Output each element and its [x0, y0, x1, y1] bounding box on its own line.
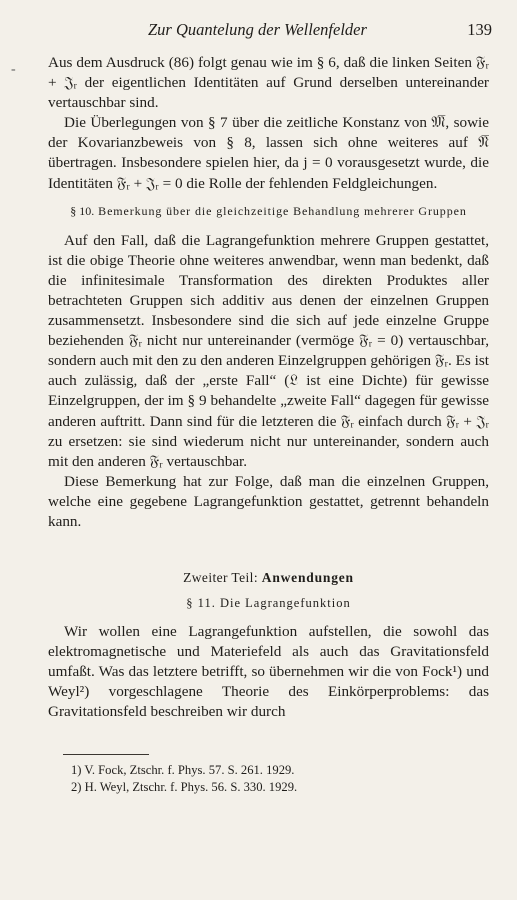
margin-mark: -	[11, 62, 16, 77]
section-11-title: Die Lagrangefunktion	[219, 596, 351, 611]
part-2-label: Zweiter Teil:	[183, 570, 258, 586]
paragraph-1: Aus dem Ausdruck (86) folgt genau wie im § 6, daß die linken Seiten 𝔉ᵣ + 𝔍ᵣ der eigentlichen Identitäten auf Grund derselben untereinander vertauschbar sind.	[48, 54, 489, 112]
part-2-title: Anwendungen	[261, 570, 354, 586]
section-10-paragraph-2: Diese Bemerkung hat zur Folge, daß man die einzelnen Gruppen, welche eine gegebene Lagrangefunktion gestattet, getrennt behandeln kann.	[48, 472, 489, 530]
page-number: 139	[467, 20, 492, 39]
section-10-heading	[48, 203, 489, 219]
footnote-rule	[63, 754, 149, 755]
page-body	[48, 53, 489, 723]
part-2-heading	[48, 570, 489, 586]
section-11-heading	[48, 596, 489, 611]
footnote-2: 2) H. Weyl, Ztschr. f. Phys. 56. S. 330. 1929.	[71, 780, 298, 794]
section-10-paragraph-1: Auf den Fall, daß die Lagrangefunktion mehrere Gruppen gestattet, ist die obige Theorie ohne weiteres anwendbar, wenn man bedenkt, daß die infinitesimale Transformation des direkten Produktes aller betrachteten Gruppen sich additiv aus denen der einzelnen Gruppen zusammensetzt. Insbesondere sind die sich auf jede einzelne Gruppe beziehenden 𝔉ᵣ nicht nur untereinander (vermöge 𝔉ᵣ = 0) vertauschbar, sondern auch mit den zu den anderen Einzelgruppen gehörigen 𝔉ᵣ. Es ist auch zulässig, daß der „erste Fall“ (𝔏 ist eine Dichte) für gewisse Einzelgruppen, der im § 9 behandelte „zweite Fall“ dagegen für gewisse anderen auftritt. Dann sind für die letzteren die 𝔉ᵣ einfach durch 𝔉ᵣ + 𝔍ᵣ zu ersetzen: sie sind wiederum nicht nur untereinander, sondern auch mit den anderen 𝔉ᵣ vertauschbar.	[48, 231, 489, 470]
section-11-number: § 11.	[186, 596, 216, 611]
running-head	[44, 20, 492, 44]
paragraph-2: Die Überlegungen von § 7 über die zeitliche Konstanz von 𝔐̅, sowie der Kovarianzbeweis von § 8, lassen sich ohne weiteres auf 𝔑̅ übertragen. Insbesondere spielen hier, da j = 0 vorausgesetzt wurde, die Identitäten 𝔉ᵣ + 𝔍ᵣ = 0 die Rolle der fehlenden Feldgleichungen.	[48, 114, 489, 192]
footnotes	[71, 762, 471, 796]
footnote-1: 1) V. Fock, Ztschr. f. Phys. 57. S. 261. 1929.	[71, 763, 295, 777]
running-title: Zur Quantelung der Wellenfelder	[148, 20, 367, 39]
section-10-number: § 10.	[70, 203, 95, 218]
section-10-title: Bemerkung über die gleichzeitige Behandlung mehrerer Gruppen	[98, 203, 467, 218]
section-11-paragraph: Wir wollen eine Lagrangefunktion aufstellen, die sowohl das elektromagnetische und Materiefeld als auch das Gravitationsfeld umfaßt. Was das letztere betrifft, so übernehmen wir die von Fock¹) und Weyl²) vorgeschlagene Theorie des Einkörperproblems: das Gravitationsfeld beschreiben wir durch	[48, 623, 489, 721]
